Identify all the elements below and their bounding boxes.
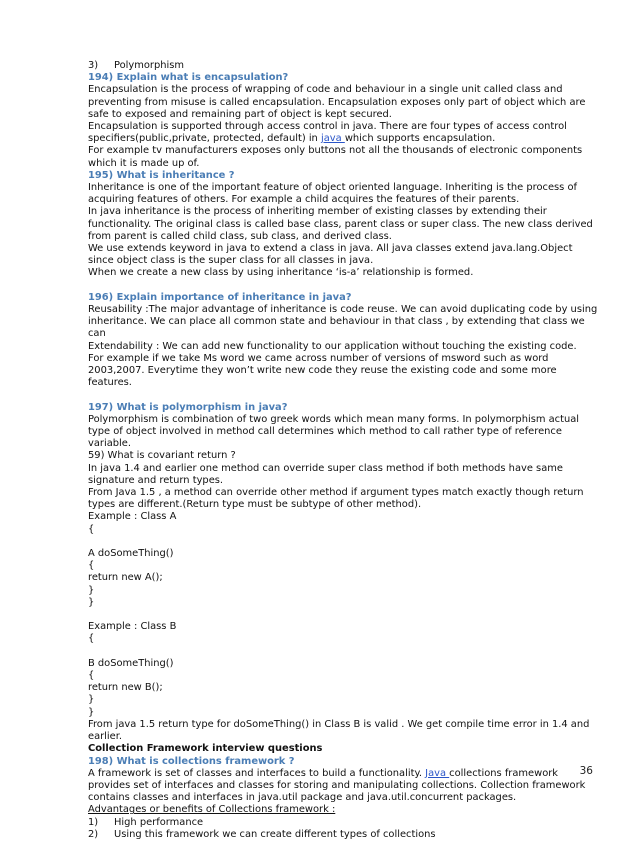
paragraph: Polymorphism is combination of two greek words which mean many forms. In polymorphism actual type of object involved in method call determines which method to call rather type of reference variable. bbox=[88, 413, 580, 450]
code-line: B doSomeThing() bbox=[88, 657, 174, 669]
paragraph: A framework is set of classes and interfaces to build a functionality. Java collections framework provides set of interfaces and classes for storing and manipulating collections. Collection framework contains classes and interfaces in java.util package and java.util.concurrent packages. bbox=[88, 767, 586, 804]
question-198-heading: 198) What is collections framework ? bbox=[88, 755, 295, 767]
list-item: 2) Using this framework we can create different types of collections bbox=[88, 828, 436, 840]
java-link[interactable]: Java bbox=[425, 767, 450, 779]
code-line: { bbox=[88, 633, 95, 645]
list-item: 1) High performance bbox=[88, 816, 204, 828]
paragraph: Extendability : We can add new functionality to our application without touching the existing code. bbox=[88, 340, 577, 352]
paragraph: Encapsulation is the process of wrapping of code and behaviour in a single unit called class and preventing from misuse is called encapsulation. Encapsulation exposes only part of object which are safe to exposed and remaining part of object is kept secured. bbox=[88, 84, 586, 120]
code-line: Example : Class A bbox=[88, 511, 177, 523]
list-item-3: 3) Polymorphism bbox=[88, 60, 184, 71]
paragraph: 59) What is covariant return ? bbox=[88, 450, 236, 462]
spacer bbox=[88, 389, 600, 401]
code-line: return new B(); bbox=[88, 682, 163, 694]
page-number: 36 bbox=[579, 765, 593, 777]
spacer bbox=[88, 280, 600, 292]
code-line: { bbox=[88, 523, 95, 535]
paragraph: From Java 1.5 , a method can override other method if argument types match exactly though return types are different.(Return type must be subtype of other method). bbox=[88, 487, 584, 511]
paragraph: Inheritance is one of the important feature of object oriented language. Inheriting is the process of acquiring features of others. For example a child acquires the features of their parents. bbox=[88, 182, 577, 206]
code-line: } bbox=[88, 706, 95, 718]
question-197-heading: 197) What is polymorphism in java? bbox=[88, 401, 288, 413]
paragraph: From java 1.5 return type for doSomeThing() in Class B is valid . We get compile time error in 1.4 and earlier. bbox=[88, 718, 590, 743]
section-title: Collection Framework interview questions bbox=[88, 743, 323, 755]
advantages-heading: Advantages or benefits of Collections framework : bbox=[88, 804, 336, 816]
paragraph: When we create a new class by using inheritance ‘is-a’ relationship is formed. bbox=[88, 267, 474, 279]
document-page bbox=[88, 60, 600, 841]
code-line: } bbox=[88, 694, 95, 706]
question-195-heading: 195) What is inheritance ? bbox=[88, 169, 235, 181]
paragraph: For example if we take Ms word we came across number of versions of msword such as word 2003,2007. Everytime they won’t write new code they reuse the existing code and some more features. bbox=[88, 352, 557, 389]
code-line: A doSomeThing() bbox=[88, 548, 174, 560]
question-196-heading: 196) Explain importance of inheritance in java? bbox=[88, 291, 352, 303]
question-194-heading: 194) Explain what is encapsulation? bbox=[88, 72, 289, 84]
paragraph: In java inheritance is the process of inheriting member of existing classes by extending their functionality. The original class is called base class, parent class or super class. The new class derived from parent is called child class, sub class, and derived class. bbox=[88, 206, 593, 242]
spacer bbox=[88, 536, 600, 548]
paragraph: Encapsulation is supported through access control in java. There are four types of access control specifiers(public,private, protected, default) in java which supports encapsulation. bbox=[88, 121, 567, 145]
code-line: Example : Class B bbox=[88, 621, 177, 633]
spacer bbox=[88, 646, 600, 658]
spacer bbox=[88, 609, 600, 621]
code-line: } bbox=[88, 584, 95, 596]
code-line: { bbox=[88, 560, 95, 572]
code-line: { bbox=[88, 670, 95, 682]
paragraph: Reusability :The major advantage of inheritance is code reuse. We can avoid duplicating code by using inheritance. We can place all common state and behaviour in that class , by extending that class we can bbox=[88, 304, 598, 340]
paragraph: For example tv manufacturers exposes only buttons not all the thousands of electronic components which it is made up of. bbox=[88, 145, 583, 169]
java-link[interactable]: java bbox=[320, 133, 345, 145]
code-line: return new A(); bbox=[88, 572, 163, 584]
paragraph: We use extends keyword in java to extend a class in java. All java classes extend java.lang.Object since object class is the super class for all classes in java. bbox=[88, 243, 573, 267]
paragraph: In java 1.4 and earlier one method can override super class method if both methods have same signature and return types. bbox=[88, 462, 563, 486]
code-line: } bbox=[88, 596, 95, 608]
